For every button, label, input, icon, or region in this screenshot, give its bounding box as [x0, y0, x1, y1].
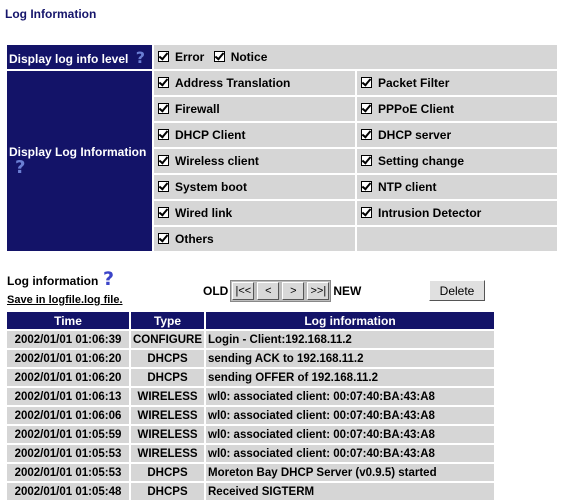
log-info-label: Display Log Information [9, 145, 147, 159]
option-label: Wireless client [175, 154, 259, 168]
next-page-button[interactable]: > [282, 282, 304, 300]
checkbox-icon[interactable] [361, 103, 372, 114]
log-type-cell: DHCPS [131, 464, 204, 481]
option-label: Others [175, 232, 214, 246]
log-info-cell: sending OFFER of 192.168.11.2 [206, 369, 494, 386]
log-type-cell: WIRELESS [131, 445, 204, 462]
checkbox-icon[interactable] [361, 77, 372, 88]
new-label: NEW [333, 284, 362, 298]
log-info-cell: Login - Client:192.168.11.2 [206, 331, 494, 348]
log-type-cell: CONFIGURE [131, 331, 204, 348]
option-wired-link[interactable] [154, 201, 355, 225]
log-info-cell: Received SIGTERM [206, 483, 494, 500]
help-icon[interactable]: ? [15, 157, 26, 178]
option-setting-change[interactable] [357, 149, 557, 173]
option-packet-filter[interactable] [357, 71, 557, 95]
table-row [7, 445, 494, 462]
option-others[interactable] [154, 227, 355, 251]
option-label: Setting change [378, 154, 465, 168]
table-row [7, 464, 494, 481]
checkbox-icon[interactable] [158, 233, 169, 244]
column-header-type: Type [131, 312, 204, 329]
option-system-boot[interactable] [154, 175, 355, 199]
column-header-log-info: Log information [206, 312, 494, 329]
checkbox-icon[interactable] [158, 155, 169, 166]
help-icon[interactable]: ? [103, 268, 115, 290]
checkbox-icon[interactable] [361, 181, 372, 192]
checkbox-icon[interactable] [361, 129, 372, 140]
table-row [7, 426, 494, 443]
checkbox-notice[interactable] [214, 51, 225, 62]
option-label: Firewall [175, 102, 220, 116]
log-time-cell: 2002/01/01 01:05:53 [7, 445, 129, 462]
checkbox-notice-label: Notice [230, 50, 268, 64]
option-label: DHCP server [378, 128, 452, 142]
page-title: Log Information [5, 7, 97, 21]
checkbox-error-label: Error [175, 50, 205, 64]
checkbox-icon[interactable] [158, 129, 169, 140]
checkbox-icon[interactable] [361, 207, 372, 218]
log-type-cell: WIRELESS [131, 388, 204, 405]
table-row [7, 331, 494, 348]
log-time-cell: 2002/01/01 01:05:48 [7, 483, 129, 500]
log-time-cell: 2002/01/01 01:05:59 [7, 426, 129, 443]
log-level-options [154, 45, 557, 69]
option-pppoe-client[interactable] [357, 97, 557, 121]
log-pagination [203, 280, 361, 302]
option-firewall[interactable] [154, 97, 355, 121]
log-info-header [7, 71, 152, 251]
option-address-translation[interactable] [154, 71, 355, 95]
log-info-cell: wl0: associated client: 00:07:40:BA:43:A8 [206, 388, 494, 405]
log-time-cell: 2002/01/01 01:06:06 [7, 407, 129, 424]
log-level-label: Display log info level [9, 51, 129, 66]
option-label: Packet Filter [378, 76, 450, 90]
option-intrusion-detector[interactable] [357, 201, 557, 225]
option-label: Intrusion Detector [378, 206, 482, 220]
log-info-title: Log information [7, 274, 99, 288]
old-label: OLD [203, 284, 229, 298]
checkbox-icon[interactable] [158, 181, 169, 192]
column-header-time: Time [7, 312, 129, 329]
checkbox-icon[interactable] [158, 77, 169, 88]
log-time-cell: 2002/01/01 01:06:20 [7, 369, 129, 386]
log-type-cell: WIRELESS [131, 426, 204, 443]
prev-page-button[interactable]: < [257, 282, 279, 300]
last-page-button[interactable]: >>| [307, 282, 329, 300]
save-logfile-link[interactable]: Save in logfile.log file. [7, 294, 123, 306]
log-info-cell: wl0: associated client: 00:07:40:BA:43:A8 [206, 407, 494, 424]
empty-cell [357, 227, 557, 251]
log-type-cell: DHCPS [131, 350, 204, 367]
option-label: DHCP Client [175, 128, 246, 142]
option-label: Address Translation [175, 76, 291, 90]
log-info-cell: wl0: associated client: 00:07:40:BA:43:A8 [206, 445, 494, 462]
log-time-cell: 2002/01/01 01:06:39 [7, 331, 129, 348]
log-info-cell: sending ACK to 192.168.11.2 [206, 350, 494, 367]
log-info-cell: Moreton Bay DHCP Server (v0.9.5) started [206, 464, 494, 481]
option-label: System boot [175, 180, 248, 194]
log-type-cell: DHCPS [131, 369, 204, 386]
log-time-cell: 2002/01/01 01:06:20 [7, 350, 129, 367]
option-dhcp-client[interactable] [154, 123, 355, 147]
log-table-body [7, 331, 494, 500]
log-table [5, 310, 496, 502]
log-info-cell: wl0: associated client: 00:07:40:BA:43:A8 [206, 426, 494, 443]
table-row [7, 388, 494, 405]
table-row [7, 369, 494, 386]
log-type-cell: WIRELESS [131, 407, 204, 424]
checkbox-error[interactable] [158, 51, 169, 62]
delete-button[interactable]: Delete [429, 280, 485, 301]
table-row [7, 407, 494, 424]
log-type-cell: DHCPS [131, 483, 204, 500]
log-time-cell: 2002/01/01 01:05:53 [7, 464, 129, 481]
checkbox-icon[interactable] [158, 103, 169, 114]
log-settings-table [5, 43, 559, 253]
table-row [7, 350, 494, 367]
option-label: Wired link [175, 206, 233, 220]
first-page-button[interactable]: |<< [232, 282, 254, 300]
table-row [7, 483, 494, 500]
log-level-header [7, 45, 152, 69]
option-label: PPPoE Client [378, 102, 455, 116]
option-label: NTP client [378, 180, 437, 194]
pagination-buttons [230, 280, 331, 302]
help-icon[interactable]: ? [135, 47, 145, 67]
log-time-cell: 2002/01/01 01:06:13 [7, 388, 129, 405]
checkbox-icon[interactable] [361, 155, 372, 166]
option-wireless-client[interactable] [154, 149, 355, 173]
option-dhcp-server[interactable] [357, 123, 557, 147]
checkbox-icon[interactable] [158, 207, 169, 218]
option-ntp-client[interactable] [357, 175, 557, 199]
